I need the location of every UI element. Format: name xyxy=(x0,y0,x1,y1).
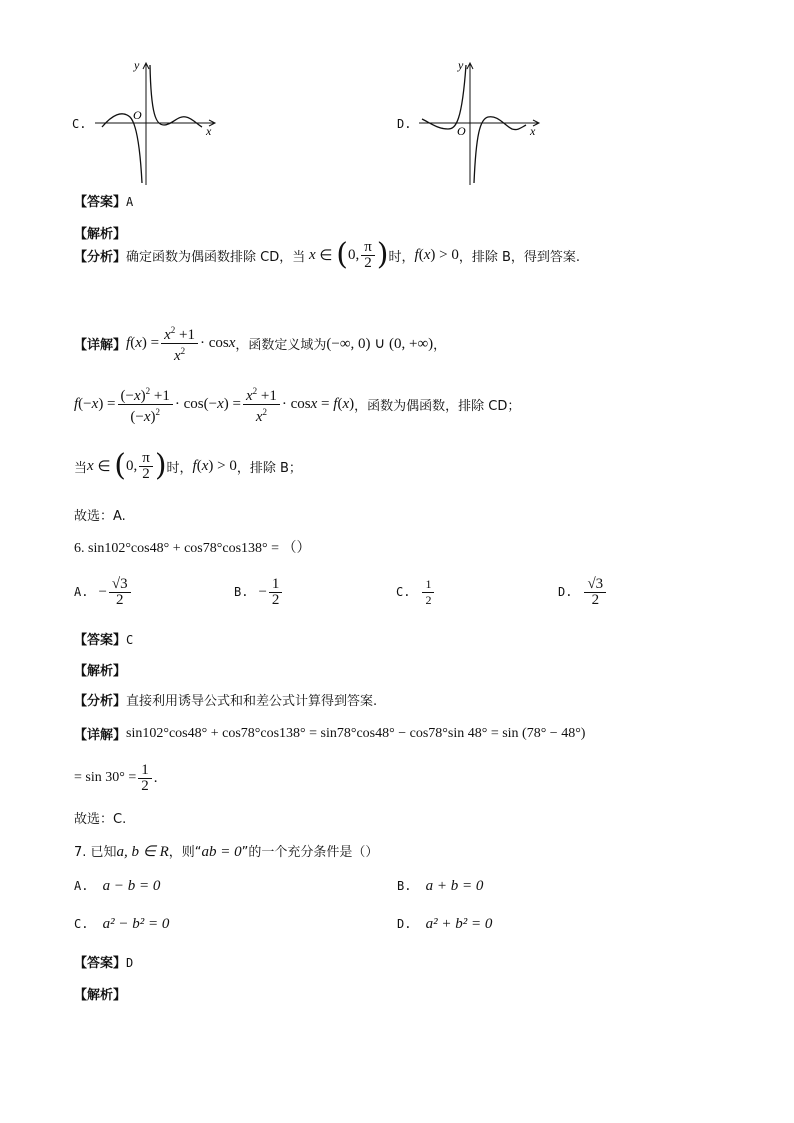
answer-value: A xyxy=(126,195,134,209)
q6-option-a[interactable]: A. − $\frac{√3}{2}$ xyxy=(74,570,133,614)
q6-jiexi: 【解析】 xyxy=(74,664,127,679)
q7-option-c[interactable]: C. a² − b² = 0 xyxy=(74,916,170,932)
q5-answer-row xyxy=(74,191,133,210)
q7-option-d[interactable]: D. a² + b² = 0 xyxy=(397,916,493,932)
option-c-label: C. xyxy=(72,117,87,131)
analysis-tag: 【分析】 xyxy=(74,249,127,265)
q6-option-c[interactable]: C. $\frac{1}{2}$ xyxy=(396,570,436,614)
q7-jiexi: 【解析】 xyxy=(74,988,127,1003)
line3-mid: 时， xyxy=(166,460,193,476)
x-label: x xyxy=(206,124,212,138)
detail-line2-text: ，函数为偶函数，排除 CD； xyxy=(354,398,521,414)
x-label: x xyxy=(530,124,536,138)
q6-detail: 【详解】 sin102°cos48° + cos78°cos138° = sin78°cos48° − cos78°sin 48° = sin (78° − 48°) xyxy=(74,725,586,743)
q5-detail-line2: f (− x ) = $\frac{(-x)^2 +1}{(-x)^2}$ · cos(−x) = $\frac{x^2 +1}{x^2}$ · cosx = f(x) ，函数为偶函数，排除 CD； xyxy=(74,385,521,425)
q7-option-a[interactable]: A. a − b = 0 xyxy=(74,878,161,894)
y-label: y xyxy=(134,58,140,72)
q7-option-b[interactable]: B. a + b = 0 xyxy=(397,878,484,894)
q5-conclusion: 故选：A. xyxy=(74,509,126,524)
q6-option-d[interactable]: D. $\frac{√3}{2}$ xyxy=(558,570,608,614)
curve-left xyxy=(102,114,142,183)
curve-left xyxy=(422,65,466,129)
q7-answer-row: 【答案】D xyxy=(74,956,134,971)
origin-label: O xyxy=(133,108,142,122)
origin-label: O xyxy=(457,124,466,138)
q6-stem: 6. sin102°cos48° + cos78°cos138° = （） xyxy=(74,541,311,556)
curve-right xyxy=(150,65,202,127)
q5-analysis: 【分析】 确定函数为偶函数排除 CD，当 x ∈ ( 0, $\frac{\pi}{2}$ ) 时， f ( x ) > 0 ，排除 B，得到答案. xyxy=(74,237,581,272)
q5-detail: 【详解】 f ( x ) = $\frac{x^2 +1}{x^2}$ · cosx ，函数定义域为 (−∞, 0) ∪ (0, +∞) ， xyxy=(74,324,447,364)
q5-jiexi: 【解析】 xyxy=(74,227,127,242)
option-d-label: D. xyxy=(397,117,412,131)
q6-option-b[interactable]: B. − $\frac{1}{2}$ xyxy=(234,570,284,614)
analysis-text-3: ，排除 B，得到答案. xyxy=(458,249,581,265)
q7-stem: 7. 已知a, b ∈ R，则“ab = 0”的一个充分条件是（） xyxy=(74,844,379,860)
q6-options xyxy=(74,570,634,614)
q5-detail-line3: 当 x ∈ ( 0, $\frac{\pi}{2}$ ) 时， f ( x ) > 0 ，排除 B； xyxy=(74,448,302,483)
line3-tail: ，排除 B； xyxy=(236,460,302,476)
analysis-text-2: 时， xyxy=(388,249,415,265)
q6-analysis: 【分析】直接利用诱导公式和和差公式计算得到答案. xyxy=(74,694,378,709)
detail-domain-text: ，函数定义域为 xyxy=(235,337,327,353)
detail-tag: 【详解】 xyxy=(74,337,127,353)
line3-head: 当 xyxy=(74,460,88,476)
graph-d xyxy=(414,55,549,190)
q6-detail-line2: = sin 30° = $\frac{1}{2}$ . xyxy=(74,761,158,794)
q6-answer-row: 【答案】C xyxy=(74,633,134,648)
curve-right xyxy=(474,117,526,183)
y-label: y xyxy=(458,58,464,72)
answer-tag: 【答案】 xyxy=(74,195,127,210)
q6-conclusion: 故选：C. xyxy=(74,812,127,827)
analysis-text: 确定函数为偶函数排除 CD，当 xyxy=(126,249,306,265)
graph-c xyxy=(90,55,225,190)
